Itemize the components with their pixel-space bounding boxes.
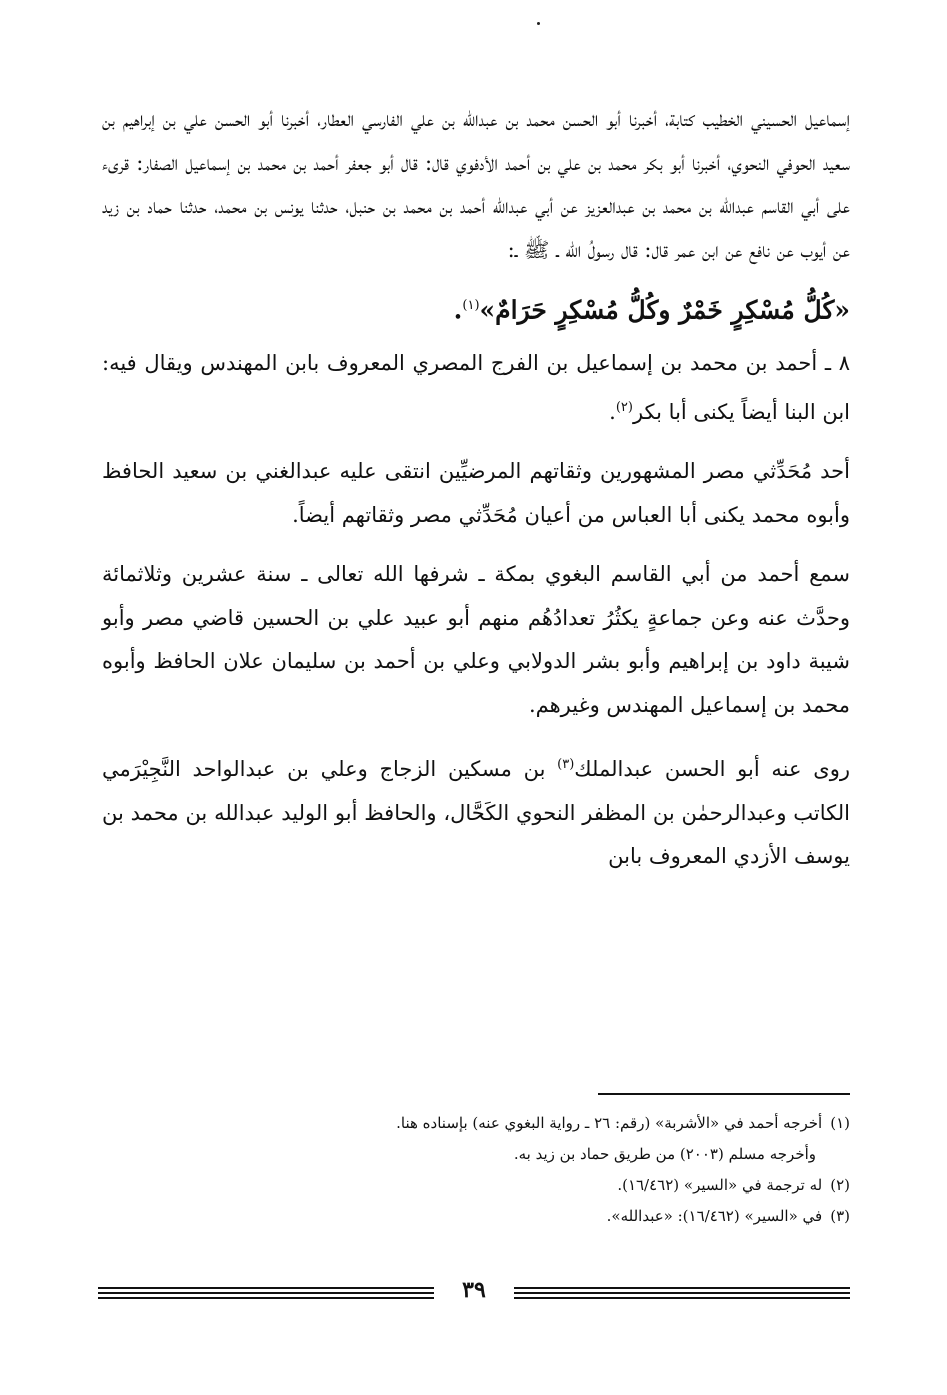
footnote-1-continuation	[102, 1139, 850, 1170]
footnote-number: (١)	[830, 1114, 850, 1132]
footer-rule-right	[514, 1287, 850, 1299]
paragraph-students	[102, 743, 850, 879]
footnote-ref-3: (٣)	[557, 757, 575, 773]
ink-dot	[537, 22, 540, 25]
paragraph-isnad	[102, 98, 850, 272]
page-footer	[98, 1277, 850, 1303]
footnote-text: وأخرجه مسلم (٢٠٠٣) من طريق حماد بن زيد به.	[513, 1145, 816, 1163]
isnad-text: إسماعيل الحسيني الخطيب كتابة، أخبرنا أبو الحسن محمد بن عبدالله بن علي الفارسي العطار، أخبرنا أبو الحسن علي بن إبراهيم بن سعيد الحوفي النحوي، أخبرنا أبو بكر محمد بن علي بن أحمد الأدفوي قال: قال أبو جعفر أحمد بن محمد بن إسماعيل الصفار: قرىء على أبي القاسم عبدالله بن محمد بن عبدالعزيز عن أبي عبدالله أحمد بن محمد بن حنبل، حدثنا يونس بن محمد، حدثنا حماد بن زيد عن أيوب عن نافع عن ابن عمر قال: قال رسولُ الله ـ ﷺ ـ:	[102, 107, 850, 262]
teachers-text: سمع أحمد من أبي القاسم البغوي بمكة ـ شرفها الله تعالى ـ سنة عشرين وثلاثمائة وحدَّث عنه وعن جماعةٍ يكثُرُ تعدادُهُم منهم أبو عبيد علي بن الحسين قاضي مصر وأبو شيبة داود بن إبراهيم وأبو بشر الدولابي وعلي بن أحمد بن سليمان علان الحافظ وأبوه محمد بن إسماعيل المهندس وغيرهم.	[102, 562, 850, 717]
paragraph-teachers	[102, 553, 850, 727]
entry-8-heading: ٨ ـ أحمد بن محمد بن إسماعيل بن الفرج المصري المعروف بابن المهندس ويقال فيه: ابن البنا أيضاً يكنى أبا بكر	[102, 351, 850, 424]
footnote-text: في «السير» (١٦/٤٦٢): «عبدالله».	[606, 1207, 823, 1225]
students-text-start: روى عنه أبو الحسن عبدالملك	[574, 757, 850, 782]
paragraph-description	[102, 450, 850, 537]
students-text-end: بن مسكين الزجاج وعلي بن عبدالواحد النَّجِيْرَمي الكاتب وعبدالرحمٰن بن المظفر النحوي الكَحَّال، والحافظ أبو الوليد عبدالله بن محمد بن يوسف الأزدي المعروف بابن	[102, 757, 850, 869]
main-text	[102, 98, 850, 879]
footnote-number: (٣)	[830, 1207, 850, 1225]
footnote-text: أخرجه أحمد في «الأشربة» (رقم: ٢٦ ـ رواية البغوي عنه) بإسناده هنا.	[396, 1114, 823, 1132]
footnote-separator	[598, 1093, 850, 1095]
hadith-text: «كُلُّ مُسْكِرٍ خَمْرٌ وكُلُّ مُسْكِرٍ حَرَامٌ»$^{(١)}$.	[453, 295, 850, 325]
footnotes	[102, 1108, 850, 1232]
footnote-1	[102, 1108, 850, 1139]
page-number: ٣٩	[462, 1277, 486, 1303]
footnote-ref-1: (١)	[462, 298, 480, 313]
hadith-quote: «كُلُّ مُسْكِرٍ خَمْرٌ وكُلُّ مُسْكِرٍ حَرَامٌ»	[479, 295, 850, 325]
footnote-text: له ترجمة في «السير» (١٦/٤٦٢).	[617, 1176, 823, 1194]
footnote-number: (٢)	[830, 1176, 850, 1194]
paragraph-entry-8: ٨ ـ أحمد بن محمد بن إسماعيل بن الفرج المصري المعروف بابن المهندس ويقال فيه: ابن البنا أيضاً يكنى أبا بكر$^{(٢)}$.	[102, 351, 850, 424]
footnote-ref-2: (٢)	[615, 399, 633, 415]
footnote-2	[102, 1170, 850, 1201]
description-text: أحد مُحَدِّثي مصر المشهورين وثقاتهم المرضيِّين انتقى عليه عبدالغني بن سعيد الحافظ وأبوه محمد يكنى أبا العباس من أعيان مُحَدِّثي مصر وثقاتهم أيضاً.	[102, 459, 850, 527]
footnote-3	[102, 1201, 850, 1232]
